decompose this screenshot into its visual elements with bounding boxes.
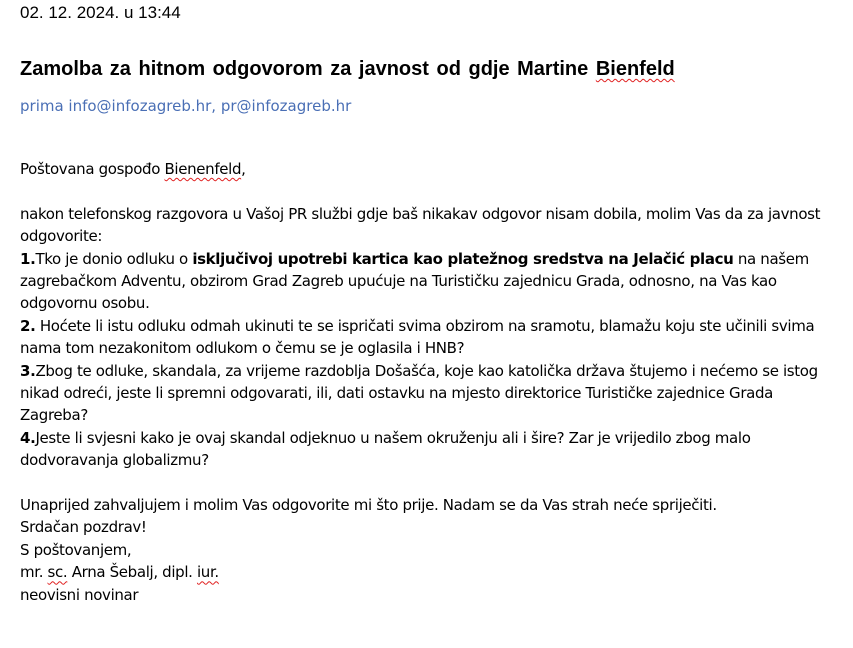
question-3 [20, 360, 835, 427]
closing-line-2: Srdačan pozdrav! [20, 518, 147, 537]
signature-role: neovisni novinar [20, 585, 139, 604]
question-1-post: na našem zagrebačkom Adventu, obzirom Grad Zagreb upućuje na Turističku zajednicu Grada, odnosno, na Vas kao odgovornu osobu. [20, 249, 809, 313]
question-1-bold: isključivoj upotrebi kartica kao platežnog sredstva na Jelačić placu [192, 249, 734, 268]
closing-line-3: S poštovanjem, [20, 540, 132, 559]
question-1 [20, 248, 835, 315]
question-2-number: 2. [20, 316, 36, 335]
question-1-number: 1. [20, 249, 36, 268]
question-2-text: Hoćete li istu odluku odmah ukinuti te se ispričati svima obzirom na sramotu, blamažu koju ste učinili svima nama tom nezakonitom odlukom o čemu se je oglasila i HNB? [20, 316, 815, 358]
email-timestamp: 02. 12. 2024. u 13:44 [20, 3, 181, 22]
signature-mid: Arna Šebalj, dipl. [67, 563, 197, 582]
question-1-pre: Tko je donio odluku o [35, 249, 193, 268]
signature-pre: mr. [20, 563, 48, 582]
paragraph-spacer [20, 472, 835, 494]
signature-sc: sc. [47, 563, 68, 582]
question-4-text: Jeste li svjesni kako je ovaj skandal odjeknuo u našem okruženju ali i šire? Zar je vrijedilo zbog malo dodvoravanja globalizmu? [20, 428, 751, 470]
question-4 [20, 427, 835, 472]
greeting-suffix: , [241, 160, 246, 178]
question-4-number: 4. [20, 428, 36, 447]
email-recipients[interactable]: prima info@infozagreb.hr, pr@infozagreb.hr [20, 97, 352, 115]
signature-name [20, 561, 835, 583]
subject-text: Zamolba za hitnom odgovorom za javnost od gdje Martine [20, 58, 596, 80]
question-3-text: Zbog te odluke, skandala, za vrijeme razdoblja Došašća, koje kao katolička država štujemo i nećemo se istog nikad odreći, jeste li spremni odgovarati, ili, dati ostavku na mjesto direktorice Turističke zajednice Grada Zagreba? [20, 361, 818, 425]
closing-line-1: Unaprijed zahvaljujem i molim Vas odgovorite mi što prije. Nadam se da Vas strah neće spriječiti. [20, 496, 717, 515]
question-3-number: 3. [20, 361, 36, 380]
question-2 [20, 315, 835, 360]
intro-paragraph: nakon telefonskog razgovora u Vašoj PR službi gdje baš nikakav odgovor nisam dobila, molim Vas da za javnost odgovorite: [20, 204, 821, 246]
subject-name: Bienfeld [595, 58, 675, 80]
greeting-prefix: Poštovana gospođo [20, 160, 165, 178]
paragraph-spacer [20, 180, 835, 202]
signature-iur: iur. [196, 563, 219, 582]
email-body [20, 158, 835, 606]
greeting-name: Bienenfeld [164, 160, 242, 178]
email-subject [20, 56, 675, 82]
greeting-line [20, 158, 835, 180]
